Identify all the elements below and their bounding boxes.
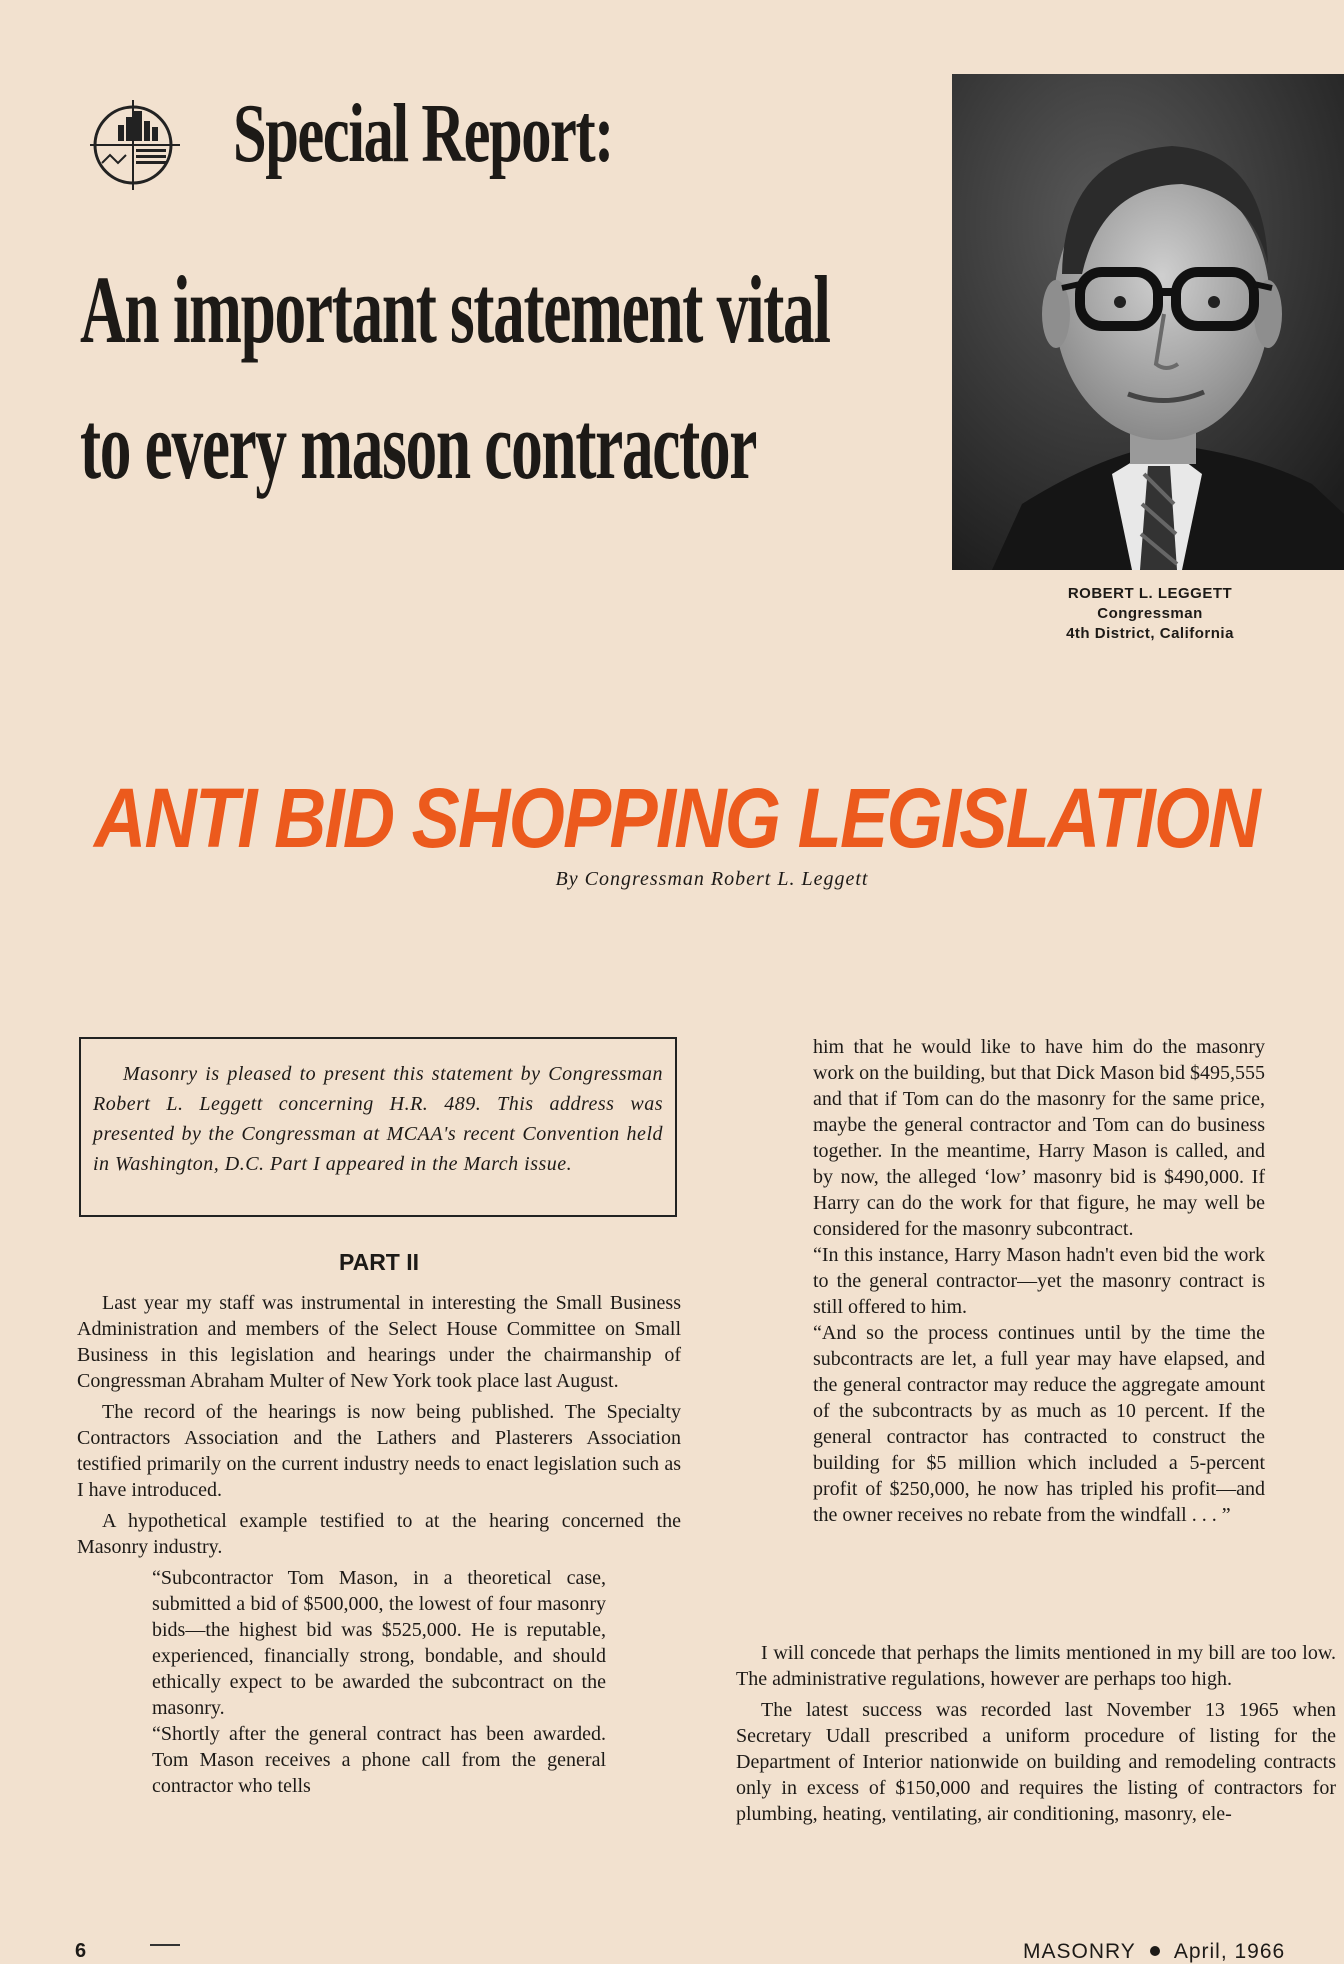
headline-line-1: An important statement vital	[80, 256, 830, 363]
quote-paragraph: him that he would like to have him do the masonry work on the building, but that Dick Mason bid $495,555 and that if Tom can do the masonry for the same price, maybe the general contractor and Tom can do business together. In the meantime, Harry Mason is called, and by now, the alleged ‘low’ masonry bid is $490,000. If Harry can do the work for that figure, he may well be considered for the masonry subcontract.	[813, 1036, 1265, 1240]
left-column	[77, 1290, 681, 1799]
footer-rule	[150, 1944, 180, 1946]
bullet-icon	[1150, 1946, 1160, 1956]
paragraph: Last year my staff was instrumental in interesting the Small Business Administration and members of the Select House Committee on Small Business in this legislation and hearings under the chairmanship of Congressman Abraham Multer of New York took place last August.	[77, 1292, 681, 1392]
quote-paragraph: “And so the process continues until by the time the subcontracts are let, a full year may have elapsed, and the general contractor may reduce the aggregate amount of the subcontracts by as much as 10 percent. If the general contractor has contracted to construct the building for $5 million which included a 5-percent profit of $250,000, he now has tripled his profit—and the owner receives no rebate from the windfall . . . ”	[813, 1322, 1265, 1526]
congressman-portrait	[952, 74, 1344, 570]
article-title: ANTI BID SHOPPING LEGISLATION	[94, 771, 1259, 865]
caption-district: 4th District, California	[1066, 625, 1234, 642]
quote-paragraph: “Subcontractor Tom Mason, in a theoretical case, submitted a bid of $500,000, the lowest of four masonry bids—the highest bid was $525,000. He is reputable, experienced, financially strong, bondable, and should ethically expect to be awarded the subcontract on the masonry.	[152, 1567, 606, 1719]
intro-text: Masonry is pleased to present this statement by Congressman Robert L. Leggett concerning H.R. 489. This address was presented by the Congressman at MCAA's recent Convention held in Washington, D.C. Part I appeared in the March issue.	[93, 1063, 663, 1175]
caption-name: ROBERT L. LEGGETT	[1067, 585, 1233, 602]
page-number: 6	[75, 1940, 87, 1962]
footer-publication	[1023, 1940, 1285, 1964]
photo-caption	[960, 584, 1340, 644]
paragraph: The latest success was recorded last November 13 1965 when Secretary Udall prescribed a uniform procedure of listing for the Department of Interior nationwide on building and remodeling contracts only in excess of $150,000 and requires the listing of contractors for plumbing, heating, ventilating, air conditioning, masonry, ele-	[736, 1699, 1336, 1825]
caption-title: Congressman	[1097, 605, 1203, 622]
article-byline: By Congressman Robert L. Leggett	[555, 868, 869, 890]
paragraph: I will concede that perhaps the limits mentioned in my bill are too low. The administrative regulations, however are perhaps too high.	[736, 1642, 1336, 1690]
part-heading: PART II	[338, 1249, 420, 1275]
intro-box	[79, 1037, 677, 1217]
paragraph: The record of the hearings is now being published. The Specialty Contractors Association and the Lathers and Plasterers Association testified primarily on the current industry needs to enact legislation such as I have introduced.	[77, 1401, 681, 1501]
special-report-heading: Special Report:	[233, 87, 613, 180]
paragraph: A hypothetical example testified to at the hearing concerned the Masonry industry.	[77, 1510, 681, 1558]
issue-date: April, 1966	[1173, 1940, 1286, 1963]
quote-paragraph: “In this instance, Harry Mason hadn't even bid the work to the general contractor—yet the masonry contract is still offered to him.	[813, 1244, 1265, 1318]
right-column-quote	[813, 1034, 1265, 1528]
right-column	[736, 1640, 1336, 1832]
mcaa-logo	[88, 95, 188, 195]
publication-name: MASONRY	[1023, 1940, 1136, 1963]
quote-paragraph: “Shortly after the general contract has been awarded. Tom Mason receives a phone call from the general contractor who tells	[152, 1723, 606, 1797]
headline-line-2: to every mason contractor	[80, 392, 757, 499]
